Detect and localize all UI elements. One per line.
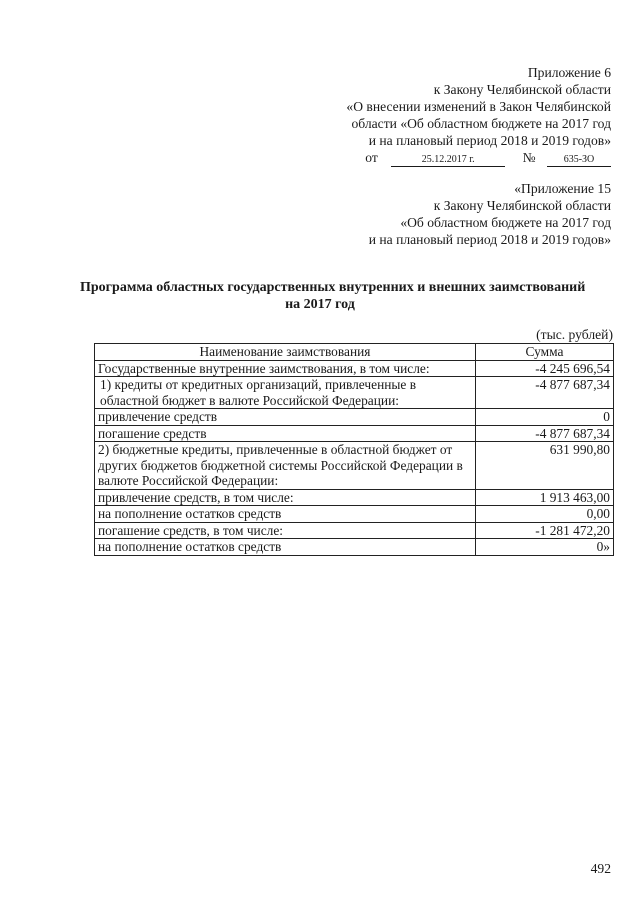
table-header-row [95,344,614,361]
row-name: 2) бюджетные кредиты, привлеченные в областной бюджет от других бюджетов бюджетной системы Российской Федерации в валюте Российской Федерации: [95,442,476,490]
law-number: 635-ЗО [547,154,611,167]
appendix-line: и на плановый период 2018 и 2019 годов» [368,133,611,148]
appendix-line: Приложение 6 [527,65,611,80]
appendix-line: к Закону Челябинской области [433,198,611,213]
row-name: на пополнение остатков средств [95,539,476,556]
row-amount: 0,00 [476,506,614,523]
row-amount: -4 877 687,34 [476,377,614,409]
row-amount: 1 913 463,00 [476,489,614,506]
column-header-name: Наименование заимствования [95,344,476,361]
row-name: Государственные внутренние заимствования, в том числе: [95,360,476,377]
appendix-header-current [346,64,611,167]
appendix-line: «Об областном бюджете на 2017 год [400,215,611,230]
row-name: 1) кредиты от кредитных организаций, привлеченные в областной бюджет в валюте Российской Федерации: [95,377,476,409]
row-amount: 631 990,80 [476,442,614,490]
from-label: от [365,150,378,165]
table-row [95,360,614,377]
number-label: № [522,150,536,165]
appendix-line: к Закону Челябинской области [433,82,611,97]
title-line: Программа областных государственных внутренних и внешних заимствований [80,280,586,295]
units-label: (тыс. рублей) [536,327,613,342]
law-date: 25.12.2017 г. [391,154,505,167]
row-name: погашение средств [95,425,476,442]
row-amount: -4 877 687,34 [476,425,614,442]
row-name: на пополнение остатков средств [95,506,476,523]
row-name: привлечение средств [95,409,476,426]
page-number: 492 [590,861,611,876]
document-title [80,279,586,313]
row-name: погашение средств, в том числе: [95,522,476,539]
row-amount: 0» [476,539,614,556]
law-date-number-row [346,149,611,167]
appendix-line: «Приложение 15 [514,181,611,196]
row-amount: -1 281 472,20 [476,522,614,539]
row-amount: -4 245 696,54 [476,360,614,377]
table-row [95,442,614,490]
row-name: привлечение средств, в том числе: [95,489,476,506]
table-row [95,506,614,523]
appendix-line: области «Об областном бюджете на 2017 год [351,116,611,131]
title-line: на 2017 год [285,297,355,312]
column-header-amount: Сумма [476,344,614,361]
row-amount: 0 [476,409,614,426]
appendix-line: «О внесении изменений в Закон Челябинской [346,99,611,114]
table-row [95,539,614,556]
table-row [95,425,614,442]
table-row [95,409,614,426]
appendix-header-original [369,180,611,248]
table-row [95,377,614,409]
borrowings-table [94,343,614,556]
table-row [95,489,614,506]
table-row [95,522,614,539]
appendix-line: и на плановый период 2018 и 2019 годов» [368,232,611,247]
